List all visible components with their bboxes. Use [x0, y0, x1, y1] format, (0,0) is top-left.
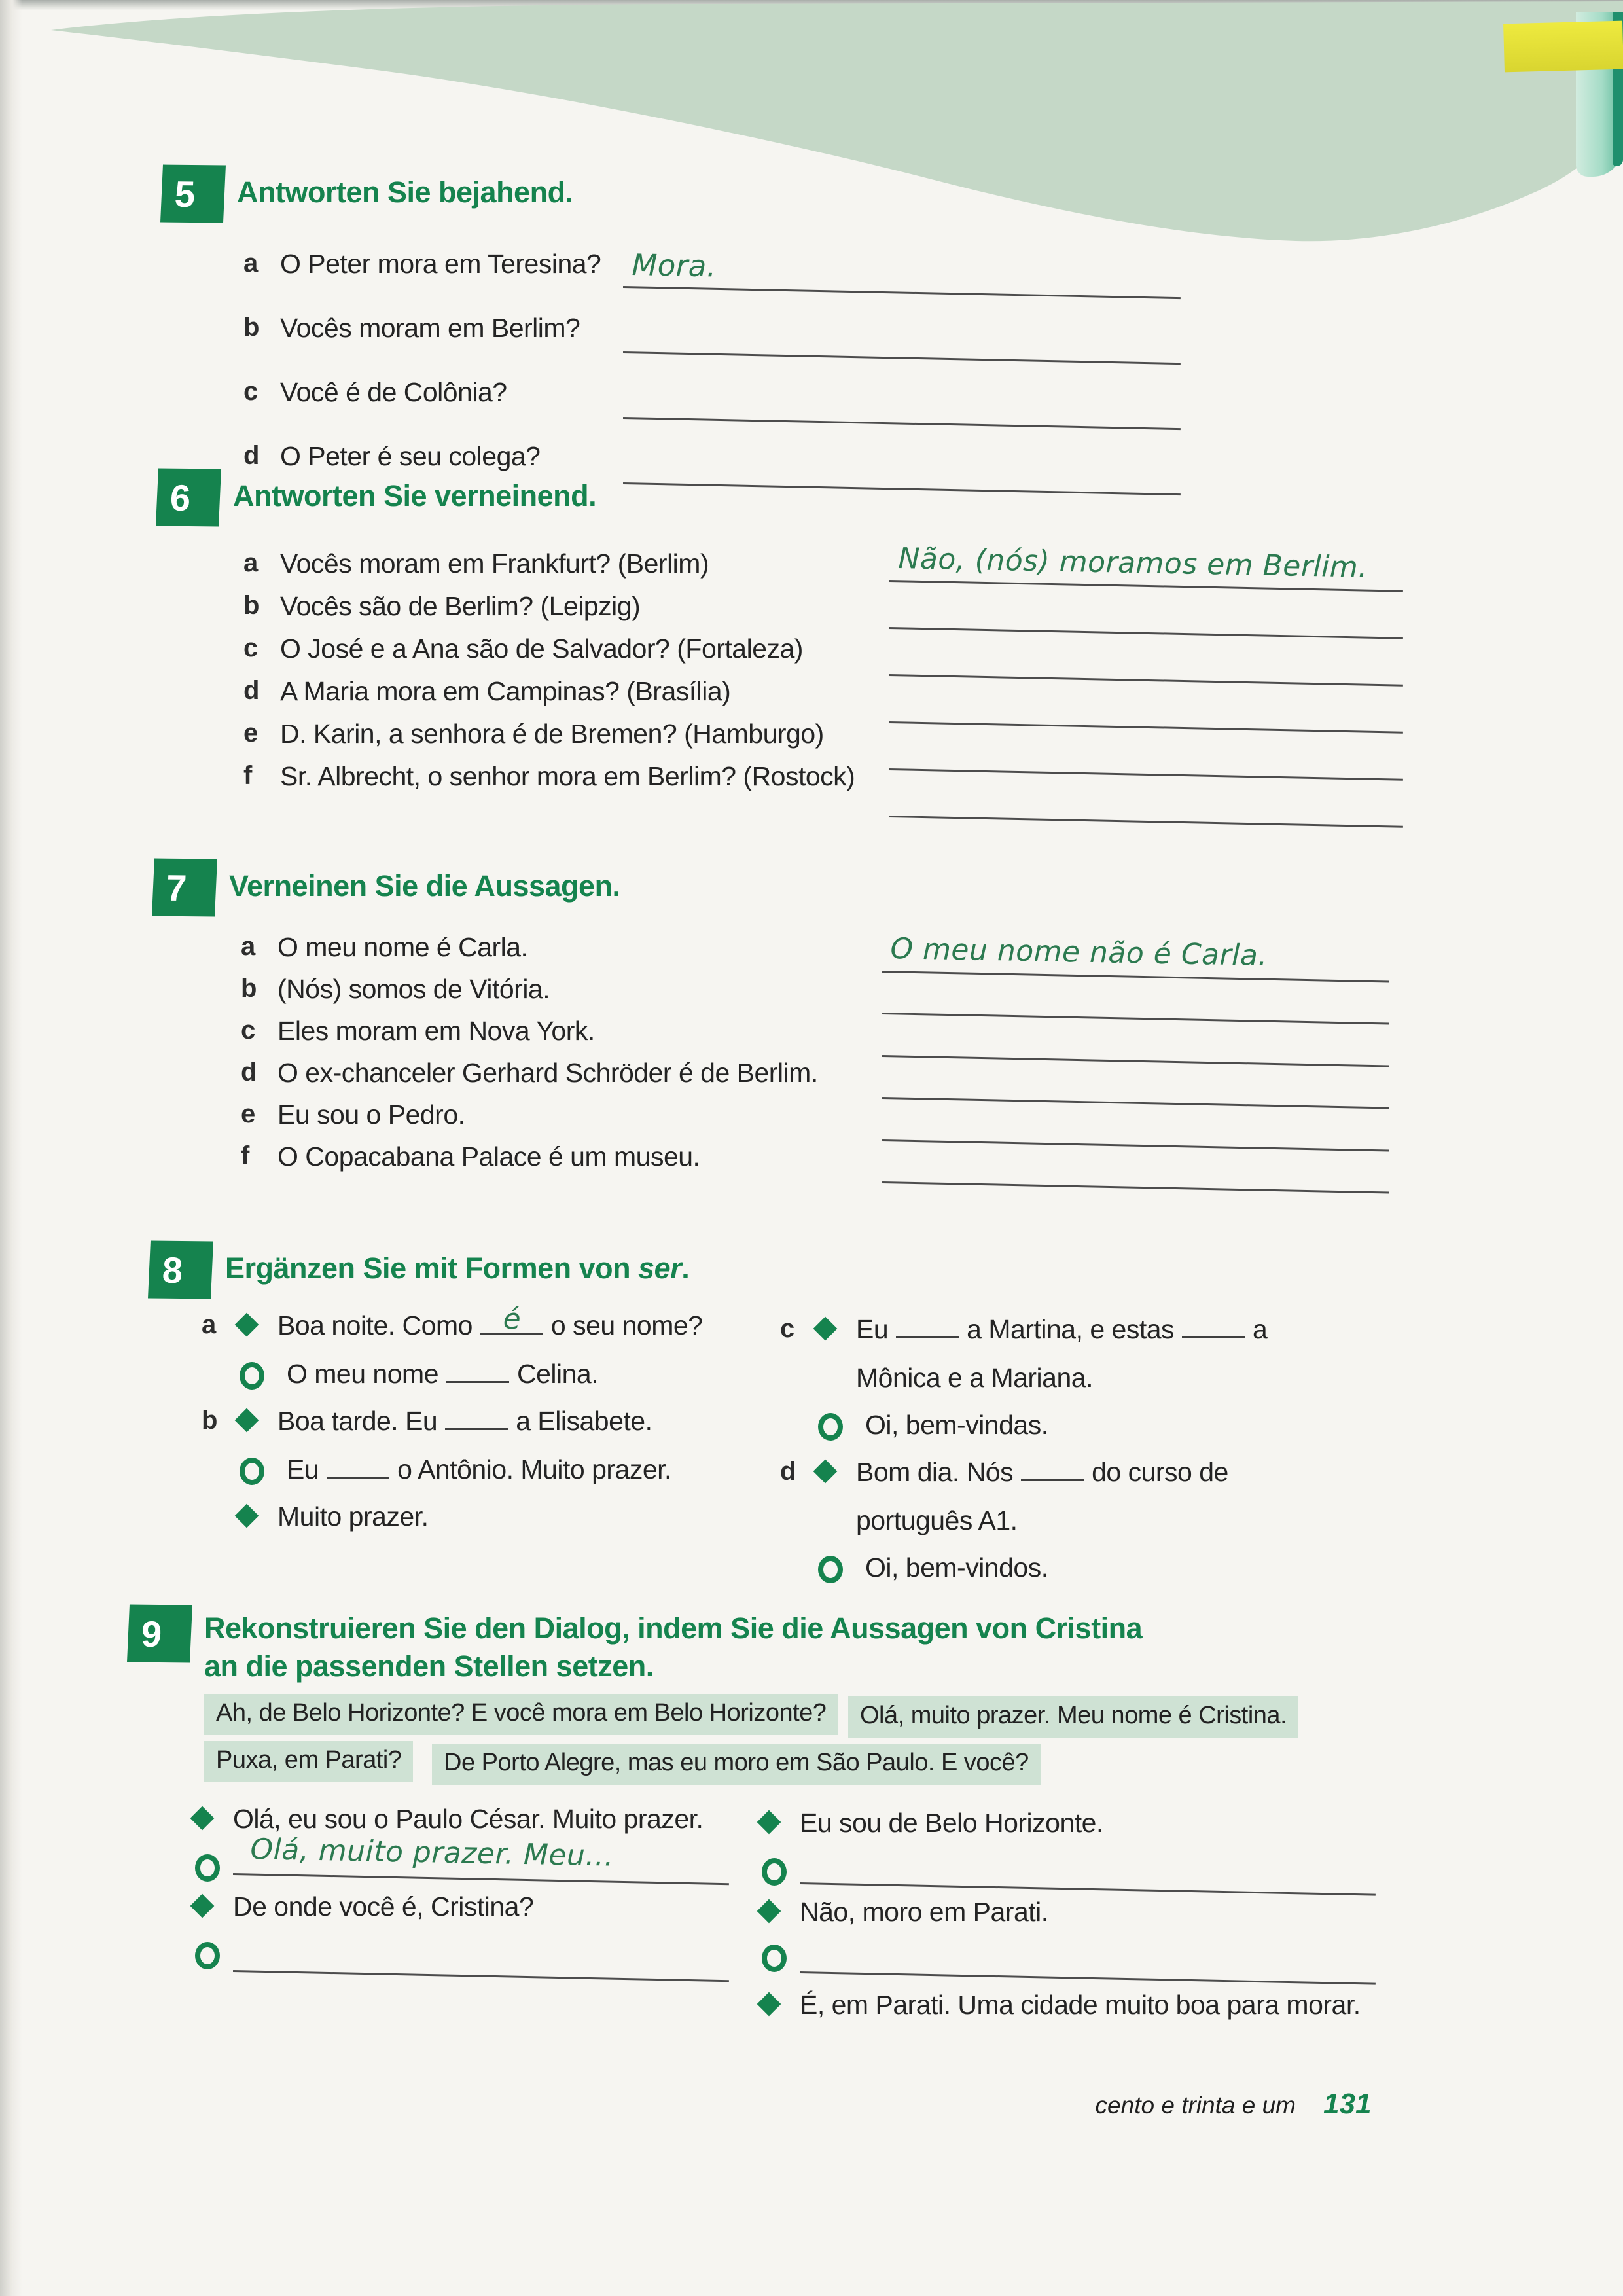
diamond-bullet-icon — [235, 1504, 259, 1528]
footer-page-words: cento e trinta e um — [1095, 2092, 1296, 2119]
exercise-number: 7 — [165, 867, 188, 908]
circle-bullet-icon — [195, 1854, 220, 1882]
statement-item — [241, 1058, 818, 1088]
item-label: e — [243, 719, 259, 747]
item-label: d — [241, 1058, 257, 1086]
text-part: O meu nome — [287, 1359, 438, 1389]
exercise-number-badge — [156, 469, 221, 527]
dialog-line — [760, 1941, 787, 1972]
question-item — [243, 377, 507, 408]
item-label: f — [241, 1141, 250, 1170]
item-text: Vocês moram em Berlim? — [280, 313, 580, 343]
dialog-line — [760, 1808, 1103, 1839]
statement-item — [241, 1100, 465, 1130]
answer-line — [889, 753, 1403, 781]
answer-line — [882, 997, 1389, 1025]
dialog-line — [780, 1410, 1048, 1441]
text-part: o Antônio. Muito prazer. — [397, 1454, 671, 1484]
item-label: b — [241, 974, 257, 1003]
handwritten-answer: Olá, muito prazer. Meu... — [250, 1833, 615, 1873]
answer-line — [800, 1867, 1376, 1896]
line-text — [277, 1302, 703, 1341]
diamond-bullet-icon — [190, 1806, 215, 1831]
item-text: Eles moram em Nova York. — [277, 1016, 595, 1046]
circle-bullet-icon — [762, 1945, 787, 1972]
answer-line — [882, 1081, 1389, 1109]
title-prefix: Ergänzen Sie mit Formen von — [225, 1251, 639, 1285]
dialog-text: Não, moro em Parati. — [800, 1897, 1048, 1927]
item-label: c — [243, 634, 259, 662]
item-text: A Maria mora em Campinas? (Brasília) — [280, 676, 731, 706]
question-item — [243, 761, 855, 792]
title-verb: ser — [638, 1251, 682, 1285]
statement-card: De Porto Alegre, mas eu moro em São Paulo. E você? — [432, 1744, 1041, 1785]
handwritten-answer: Mora. — [632, 247, 717, 284]
item-text: O José e a Ana são de Salvador? (Fortaleza) — [280, 634, 803, 664]
text-part: a Elisabete. — [516, 1406, 652, 1436]
item-label: b — [243, 313, 260, 342]
exercise-number-badge — [148, 1241, 213, 1299]
item-label: d — [243, 441, 260, 470]
item-text: Vocês moram em Frankfurt? (Berlim) — [280, 548, 709, 579]
text-part: Boa tarde. Eu — [277, 1406, 438, 1436]
dialog-line — [780, 1457, 1228, 1488]
statement-item — [241, 932, 527, 963]
title-period: . — [681, 1251, 690, 1285]
exercise-number: 6 — [169, 476, 192, 518]
line-text-continuation: Mônica e a Mariana. — [856, 1363, 1093, 1393]
item-text: D. Karin, a senhora é de Bremen? (Hamburgo) — [280, 719, 824, 749]
dialog-text: Eu sou de Belo Horizonte. — [800, 1808, 1103, 1838]
answer-line — [889, 658, 1403, 687]
text-part: do curso de — [1092, 1457, 1228, 1487]
diamond-bullet-icon — [813, 1460, 838, 1484]
statement-item — [241, 974, 550, 1005]
statement-card: Olá, muito prazer. Meu nome é Cristina. — [848, 1696, 1298, 1738]
diamond-bullet-icon — [757, 1810, 781, 1835]
question-item — [243, 676, 730, 707]
answer-line — [882, 1039, 1389, 1067]
question-item — [243, 634, 803, 664]
statement-item — [241, 1141, 700, 1172]
footer-page-number: 131 — [1323, 2088, 1372, 2120]
item-text: (Nós) somos de Vitória. — [277, 974, 550, 1004]
fill-blank — [445, 1420, 508, 1430]
answer-line — [623, 467, 1181, 495]
item-label: d — [780, 1457, 796, 1486]
text-part: Celina. — [517, 1359, 599, 1389]
fill-blank — [896, 1329, 959, 1338]
sticky-tab — [1503, 21, 1623, 73]
dialog-line — [202, 1501, 429, 1532]
line-text — [287, 1454, 671, 1485]
line-text: Oi, bem-vindos. — [865, 1552, 1048, 1583]
dialog-line — [194, 1804, 703, 1835]
question-item — [243, 249, 601, 279]
statement-card: Puxa, em Parati? — [204, 1741, 413, 1782]
item-label: c — [241, 1016, 256, 1045]
dialog-line — [202, 1302, 703, 1341]
line-text — [277, 1406, 652, 1437]
line-text — [856, 1314, 1267, 1345]
circle-bullet-icon — [240, 1458, 264, 1485]
dialog-line — [202, 1406, 652, 1437]
item-label: a — [243, 249, 259, 278]
line-text — [856, 1457, 1228, 1488]
circle-bullet-icon — [818, 1556, 843, 1583]
text-part: a — [1253, 1314, 1268, 1344]
dialog-line — [780, 1314, 1267, 1345]
question-item — [243, 548, 709, 579]
dialog-line — [760, 1990, 1361, 2020]
circle-bullet-icon — [195, 1942, 220, 1969]
text-part: Eu — [856, 1314, 889, 1344]
dialog-line — [194, 1851, 220, 1882]
dialog-line — [760, 1897, 1048, 1928]
answer-line — [800, 1956, 1376, 1985]
circle-bullet-icon — [240, 1362, 264, 1390]
dialog-line — [194, 1892, 533, 1922]
answer-line — [233, 1954, 729, 1982]
diamond-bullet-icon — [757, 1899, 781, 1924]
text-part: Eu — [287, 1454, 319, 1484]
fill-blank — [446, 1373, 509, 1383]
item-text: O Peter é seu colega? — [280, 441, 541, 471]
exercise-number: 5 — [173, 173, 196, 215]
item-text: O meu nome é Carla. — [277, 932, 528, 962]
dialog-text: É, em Parati. Uma cidade muito boa para morar. — [800, 1990, 1361, 2020]
answer-line — [882, 1124, 1389, 1152]
question-item — [243, 313, 580, 344]
statement-card: Ah, de Belo Horizonte? E você mora em Belo Horizonte? — [204, 1694, 838, 1735]
question-item — [243, 719, 824, 749]
line-text: Muito prazer. — [277, 1501, 429, 1532]
dialog-text: Olá, eu sou o Paulo César. Muito prazer. — [233, 1804, 704, 1834]
exercise-title: Verneinen Sie die Aussagen. — [229, 869, 620, 903]
item-text: O Copacabana Palace é um museu. — [277, 1141, 700, 1172]
diamond-bullet-icon — [190, 1894, 215, 1918]
dialog-line — [760, 1855, 787, 1886]
answer-line — [889, 611, 1403, 639]
handwritten-fill: é — [503, 1302, 521, 1336]
item-label: b — [202, 1406, 218, 1435]
exercise-number-badge — [127, 1605, 192, 1663]
answer-line — [882, 1166, 1389, 1194]
text-part: a Martina, e estas — [967, 1314, 1175, 1344]
exercise-number-badge — [152, 859, 217, 917]
answer-line — [889, 800, 1403, 828]
exercise-number: 9 — [140, 1613, 163, 1655]
dialog-text: De onde você é, Cristina? — [233, 1892, 534, 1922]
item-text: Vocês são de Berlim? (Leipzig) — [280, 591, 641, 621]
exercise-title-line1: Rekonstruieren Sie den Dialog, indem Sie die Aussagen von Cristina — [204, 1611, 1143, 1645]
fill-blank — [1182, 1329, 1245, 1338]
item-label: d — [243, 676, 260, 705]
item-label: a — [243, 548, 259, 577]
item-text: Você é de Colônia? — [280, 377, 507, 407]
handwritten-answer: O meu nome não é Carla. — [890, 932, 1268, 973]
item-label: c — [243, 377, 259, 406]
diamond-bullet-icon — [235, 1313, 259, 1337]
exercise-number: 8 — [161, 1249, 184, 1291]
line-text: Oi, bem-vindas. — [865, 1410, 1048, 1440]
fill-blank — [1021, 1471, 1084, 1481]
item-text: Sr. Albrecht, o senhor mora em Berlim? (Rostock) — [280, 761, 855, 791]
dialog-line — [194, 1939, 220, 1969]
item-label: e — [241, 1100, 256, 1128]
fill-blank — [480, 1302, 543, 1336]
text-part: Bom dia. Nós — [856, 1457, 1014, 1487]
circle-bullet-icon — [818, 1413, 843, 1441]
exercise-title: Antworten Sie verneinend. — [233, 479, 597, 512]
item-label: c — [780, 1314, 795, 1343]
question-item — [243, 441, 540, 472]
item-text: Eu sou o Pedro. — [277, 1100, 465, 1130]
dialog-line — [202, 1359, 598, 1390]
diamond-bullet-icon — [757, 1992, 781, 2017]
question-item — [243, 591, 640, 622]
text-part: Boa noite. Como — [277, 1310, 473, 1340]
item-label: f — [243, 761, 253, 790]
statement-item — [241, 1016, 595, 1047]
diamond-bullet-icon — [813, 1317, 838, 1341]
exercise-title-line2: an die passenden Stellen setzen. — [204, 1649, 654, 1683]
item-label: a — [241, 932, 256, 961]
dialog-line — [202, 1454, 671, 1485]
item-text: O ex-chanceler Gerhard Schröder é de Berlim. — [277, 1058, 818, 1088]
dialog-line — [780, 1552, 1048, 1583]
circle-bullet-icon — [762, 1858, 787, 1886]
item-label: a — [202, 1310, 217, 1339]
line-text — [287, 1359, 598, 1390]
text-part: o seu nome? — [550, 1310, 703, 1340]
exercise-number-badge — [160, 165, 226, 223]
item-label: b — [243, 591, 260, 620]
line-text-continuation: português A1. — [856, 1505, 1018, 1535]
fill-blank — [327, 1469, 389, 1479]
exercise-title — [225, 1251, 689, 1285]
diamond-bullet-icon — [235, 1408, 259, 1433]
item-text: O Peter mora em Teresina? — [280, 249, 601, 279]
exercise-title: Antworten Sie bejahend. — [237, 175, 573, 209]
answer-line — [889, 706, 1403, 734]
handwritten-answer: Não, (nós) moramos em Berlim. — [898, 542, 1368, 584]
